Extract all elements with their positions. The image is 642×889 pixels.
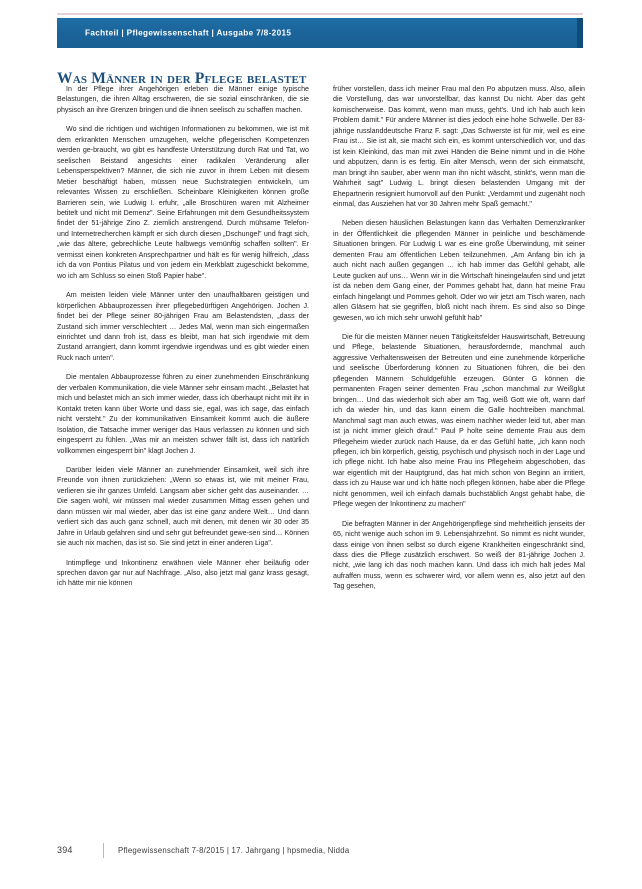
footer-citation: Pflegewissenschaft 7-8/2015 | 17. Jahrgang | hpsmedia, Nidda xyxy=(118,845,350,855)
left-column xyxy=(57,84,309,819)
paragraph: Darüber leiden viele Männer an zunehmender Einsamkeit, weil sich ihre Freunde von ihnen zurückziehen: „Wenn so etwas ist, wie mit meiner Frau, verlieren sie ihr ganzes Umfeld. Langsam aber sicher geht das auseinander. … Die sagen wohl, wir müssen mal wieder zusammen Mittag essen gehen und dann müssen wir mal wieder, aber das ist eine ganz andere Welt… Und dann verliert sich das auch ganz schnell, auch mit denen, mit denen wir 30 oder 35 Jahre in Urlaub gefahren sind und sehr gut befreundet gewe-sen sind… Können sie auch nix machen, das ist so. Sie sind jetzt in einer anderen Liga". xyxy=(57,465,309,548)
header-top-rule xyxy=(57,13,583,15)
paragraph: früher vorstellen, dass ich meiner Frau mal den Po abputzen muss. Also, allein die Vorstellung, das war unvorstellbar, das kannst Du nicht. Aber das geht komischerweise. Das kommt, wenn man muss, geht's. Und ich hab auch kein Problem damit." Für andere Männer ist dies jedoch eine hohe Schwelle. Der 83-jährige russlanddeutsche Franz F. sagt: „Das Schwerste ist für mir, weil es eine Frau ist… Sie ist alt, sie macht sich ein, es kommt unterschiedlich vor, und das ist kein Kleinkind, das man mit zwei Händen die Beine nimmt und in die Höhe und abputzen, dann is es fertig. Ein alter Mensch, wenn der sich einmatscht, man bringt ihn sauber, aber wenn man ihn nicht wäscht, stinkt's, wenn man die Wahrheit sagt" Ludwig L. bringt diesen belastenden Umgang mit der Ehepartnerin resigniert humorvoll auf den Punkt: „Verdammt und zugenäht noch einmal, das Ausziehen hat vor 30 Jahren mehr Spaß gemacht." xyxy=(333,85,585,208)
paragraph: In der Pflege ihrer Angehörigen erleben die Männer einige typische Belastungen, die ihren Alltag erschweren, die sie sozial einschränken, die sie physisch an ihre Grenzen bringen und die ihnen seelisch zu schaffen machen. xyxy=(57,85,309,114)
breadcrumb: Fachteil | Pflegewissenschaft | Ausgabe 7/8-2015 xyxy=(85,28,292,38)
paragraph: Die befragten Männer in der Angehörigenpflege sind mehrheitlich jenseits der 65, nicht wenige auch schon im 9. Lebensjahrzehnt. So nimmt es nicht wunder, dass einige von ihnen selbst so durch eigene Krankheiten eingeschränkt sind, dass dies die Pflege zusätzlich erschwert. So weiß der 81-jährige Jochen J. nicht, „wie lang ich das noch machen kann. Und dass ich mich halt jedes Mal aufraffen muss, wenn es schwerer wird, vor allem wenn es, also jetzt auf den Tag gesehen, xyxy=(333,519,585,591)
page-title: Was Männer in der Pflege belastet xyxy=(57,70,307,88)
article-body xyxy=(57,84,585,819)
paragraph: Am meisten leiden viele Männer unter den unaufhaltbaren geistigen und körperlichen Abbauprozessen ihrer pflegebedürftigen Angehörigen. Jochen J. findet bei der Pflege seiner 80-jährigen Frau am Belastendsten, „dass der Zustand sich immer verschlechtert … Jedes Mal, wenn man sich eingermaßen einrichtet und dann froh ist, dass es bleibt, man hat sich irgendwie mit dem Zustand arrangiert, dann kommt irgendwie irgendwas und es gibt wieder einen Ruck nach unten". xyxy=(57,291,309,362)
footer-divider xyxy=(103,843,104,858)
paragraph: Die mentalen Abbauprozesse führen zu einer zunehmenden Einschränkung der verbalen Kommunikation, die viele Männer sehr einsam macht. „Belastet hat mich und belastet mich an sich immer wieder, dass ich überhaupt nicht mit ihr in Kontakt treten kann über Worte und dass sie, egal, was ich sage, das einfach nicht versteht." Zu der kommunikativen Einsamkeit kommt auch die äußere Isolation, die Tatsache immer weniger das Haus verlassen zu können und sich eingesperrt zu fühlen. „Was mir an meisten schwer fällt ist, dass ich natürlich vollkommen eingesperrt bin" klagt Jochen J. xyxy=(57,373,309,455)
right-column xyxy=(333,84,585,819)
paragraph: Wo sind die richtigen und wichtigen Informationen zu bekommen, wie ist mit dem erkrankten Menschen umzugehen, welche pflegerischen Kompetenzen werden ge-braucht, wo gibt es handfeste Unterstützung durch Rat und Tat, wo seelischen Beistand angesichts einer radikalen Veränderung aller Lebensperspektiven? Männer, die sich nie zuvor in ihrem Leben mit diesem Metier beschäftigt haben, müssen neue Suchstrategien entwickeln, um relevantes Wissen zu erschließen. Scheinbare Kleinigkeiten können große Barrieren sein, wie Ludwig I. erfuhr, „alle Broschüren waren mit Alzheimer betitelt und nicht mit Demenz". Seine Erfahrungen mit dem Gesundheitssystem findet der 51-jährige Zino Z. ziemlich anstrengend. Durch mühsame Telefon- und Internetrecherchen kämpft er sich durch diesen „Dschungel" und fragt sich, „wie das ältere, gebrechliche Leute halbwegs vernünftig schaffen sollten". Er vermisst einen konkreten Ansprechpartner und hält es für wenig hilfreich, „dass ich da von Pontius Pilatus und von jedem ein Merkblatt zugeschickt bekomme, wo ich am Schluss so einen Stoß Papier habe". xyxy=(57,125,309,280)
journal-header-band xyxy=(57,18,583,48)
paragraph: Die für die meisten Männer neuen Tätigkeitsfelder Hauswirtschaft, Betreuung und Pflege, belastende Situationen, herausfordernde, manchmal auch aggressive Verhaltensweisen der Betreuten und eine zunehmende körperliche und seelische Überforderung können zu Situationen führen, die bei den pflegenden Männern Schuldgefühle erzeugen. Günter G können die permanenten Fragen seiner dementen Frau „schon manchmal zur Weißglut bringen… Und das wiederholt sich aber am Tag, weiß Gott wie oft, wann darf ich da wieder hin, und das kann einem die Galle hochtreiben manchmal. Manchmal sagt man auch etwas, was einem nachher wieder leid tut, aber man ist ja nicht immer gleich drauf." Paul P holte seine demente Frau aus dem Pflegeheim wieder zurück nach Hause, da er das Gefühl hatte, „ich kann noch pflegen, ich bin körperlich, geistig, psychisch und physisch noch in der Lage und ich pflege nicht. Ich habe also meine Frau ins Pflegeheim abgeschoben, das war eigentlich mit der Hauptgrund, das hat mich schon von Beginn an irritiert, dass ich zu Hause war und ich hätte noch pflegen können, habe aber die Pflege nicht genommen, weil ich einfach damals buchstäblich Angst gehabt habe, die Pflege wegen der Inkontinenz zu machen" xyxy=(333,332,585,509)
paragraph: Intimpflege und Inkontinenz erwähnen viele Männer eher beiläufig oder sprechen davon gar nur auf Nachfrage. „Also, also jetzt mal ganz krass gesagt, ich hätte mir nie können xyxy=(57,558,309,588)
page-footer xyxy=(57,842,583,858)
paragraph: Neben diesen häuslichen Belastungen kann das Verhalten Demenzkranker in der Öffentlichkeit die pflegenden Männer in peinliche und beschämende Situationen bringen. Für Ludwig L war es eine große Überwindung, mit seiner dementen Frau am öffentlichen Leben teilzunehmen. „Am Anfang bin ich ja auch nicht nach außen gegangen … ich hab immer das Gefühl gehabt, alle Leute gucken auf uns… Wenn wir in die Wirtschaft hineingelaufen sind und jetzt ist da neben dem Gang einer, der Pommes gehabt hat, dann hat meine Frau einfach hingelangt und Pommes geholt. Oder wo wir jetzt am Tisch waren, nach allen Gläsern hat sie gegriffen, bloß nicht nach ihrem. Es sind also so Dinge gewesen, wo ich mich sehr unwohl gefühlt hab" xyxy=(333,219,585,322)
footer-page-number: 394 xyxy=(57,845,73,855)
